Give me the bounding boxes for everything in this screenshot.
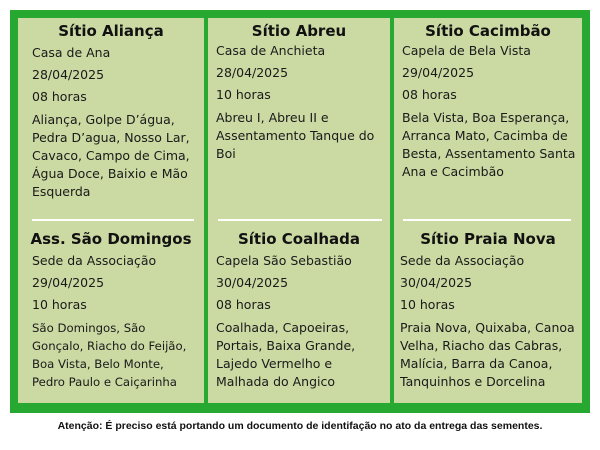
card-time: 10 horas	[216, 87, 271, 102]
card-time: 08 horas	[216, 297, 271, 312]
card-title: Sítio Abreu	[251, 22, 347, 40]
card-date: 28/04/2025	[32, 67, 105, 82]
card-place: Sede da Associação	[400, 253, 525, 268]
card-place: Capela São Sebastião	[216, 253, 352, 268]
card-title: Sítio Praia Nova	[420, 230, 556, 248]
notice-text: Atenção: É preciso está portando um documento de identifação no ato da entrega das sementes.	[57, 420, 543, 432]
separator	[32, 219, 194, 221]
card-communities: Coalhada, Capoeiras, Portais, Baixa Grande, Lajedo Vermelho e Malhada do Angico	[216, 320, 356, 389]
card-title: Sítio Cacimbão	[425, 22, 551, 40]
card-place: Capela de Bela Vista	[402, 43, 531, 58]
card-sitio-praia-nova	[394, 226, 582, 403]
separator	[218, 219, 382, 221]
card-title: Sítio Aliança	[58, 22, 164, 40]
card-ass-sao-domingos	[18, 226, 204, 403]
card-date: 29/04/2025	[402, 65, 475, 80]
card-communities: Abreu I, Abreu II e Assentamento Tanque do Boi	[216, 110, 375, 161]
card-date: 29/04/2025	[32, 275, 105, 290]
card-communities: Aliança, Golpe D’água, Pedra D’agua, Nosso Lar, Cavaco, Campo de Cima, Água Doce, Baixio e Mão Esquerda	[32, 112, 190, 199]
card-time: 10 horas	[32, 297, 87, 312]
schedule-board	[10, 10, 590, 413]
card-time: 10 horas	[400, 297, 455, 312]
card-title: Ass. São Domingos	[30, 230, 192, 248]
separator	[403, 219, 571, 221]
card-place: Sede da Associação	[32, 253, 157, 268]
card-time: 08 horas	[32, 89, 87, 104]
card-communities: São Domingos, São Gonçalo, Riacho do Feijão, Boa Vista, Belo Monte, Pedro Paulo e Caiçarinha	[32, 321, 187, 389]
card-place: Casa de Anchieta	[216, 43, 326, 58]
card-time: 08 horas	[402, 87, 457, 102]
card-communities: Bela Vista, Boa Esperança, Arranca Mato, Cacimba de Besta, Assentamento Santa Ana e Cacimbão	[402, 110, 576, 179]
card-date: 30/04/2025	[400, 275, 473, 290]
card-date: 30/04/2025	[216, 275, 289, 290]
card-title: Sítio Coalhada	[237, 230, 361, 248]
card-communities: Praia Nova, Quixaba, Canoa Velha, Riacho das Cabras, Malícia, Barra da Canoa, Tanquinhos e Dorcelina	[400, 320, 575, 389]
card-date: 28/04/2025	[216, 65, 289, 80]
card-sitio-coalhada	[208, 226, 390, 403]
card-place: Casa de Ana	[32, 45, 111, 60]
